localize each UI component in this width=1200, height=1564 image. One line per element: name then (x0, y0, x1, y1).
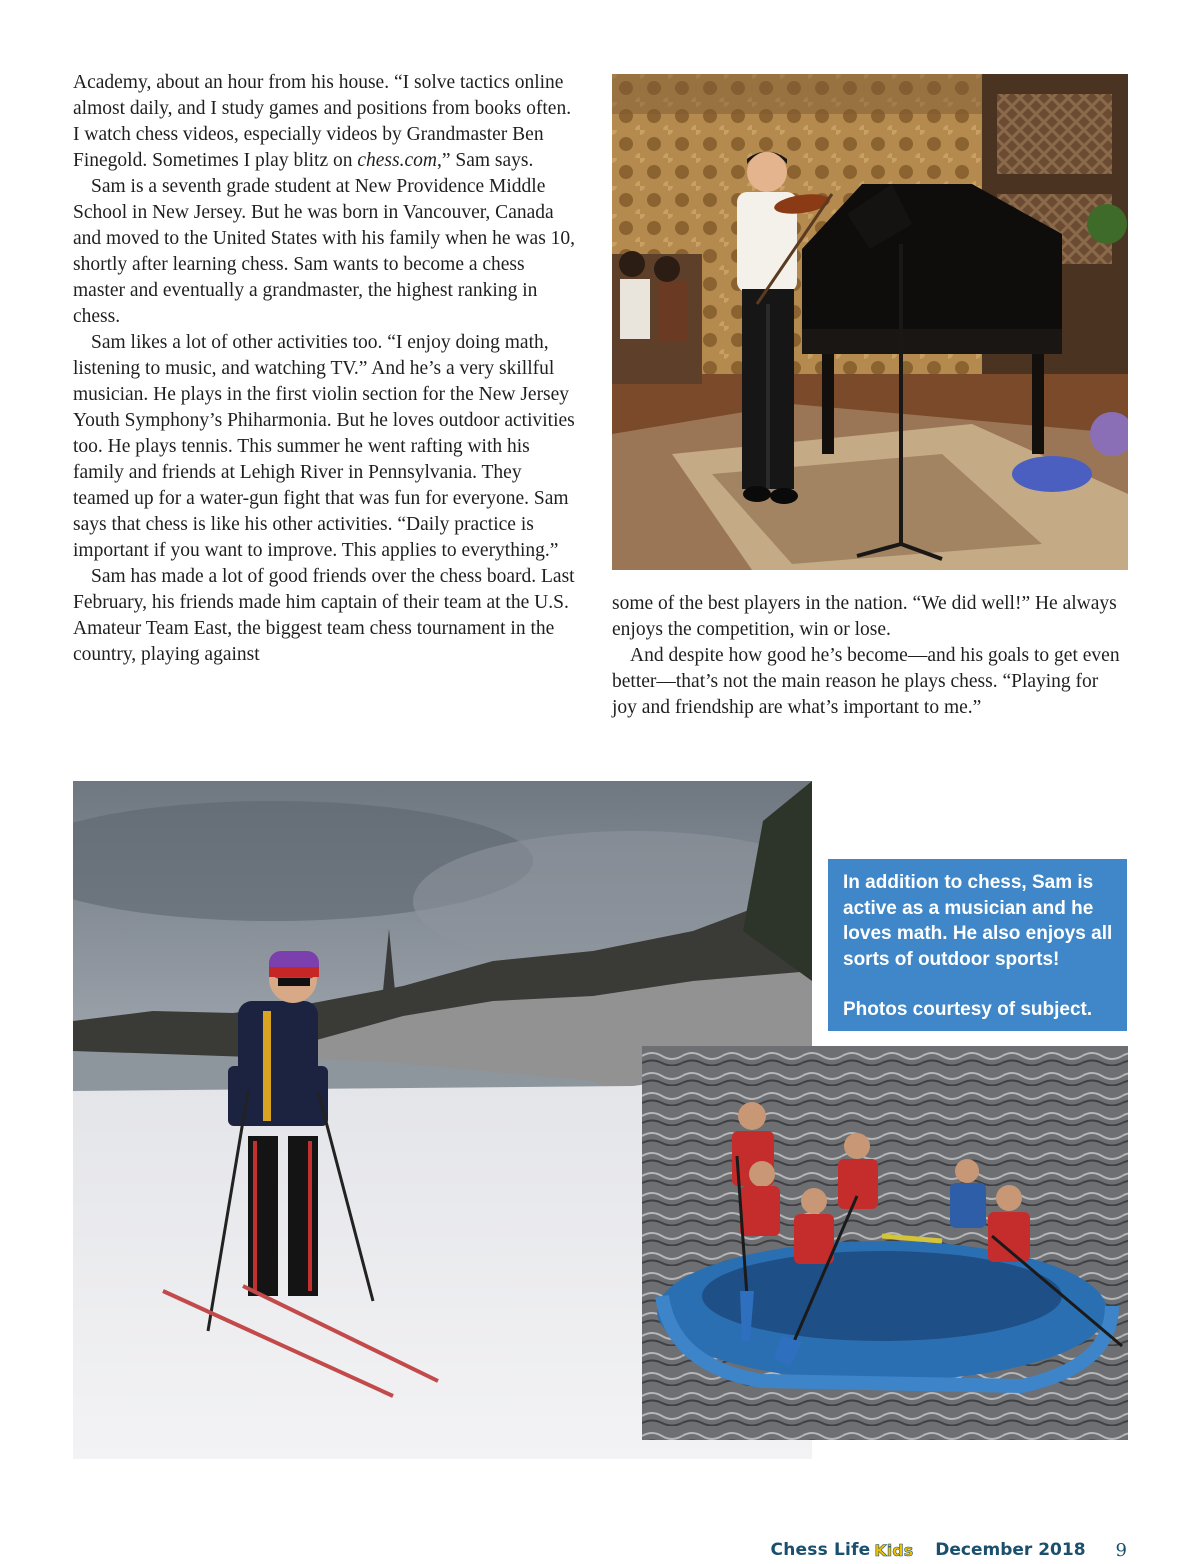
paragraph: And despite how good he’s become—and his goals to get even better—that’s not the main reason he plays chess. “Playing for joy and friendship are what’s important to me.” (612, 645, 1120, 718)
paragraph: Sam has made a lot of good friends over the chess board. Last February, his friends made him captain of their team at the U.S. Amateur Team East, the biggest team chess tournament in the country, playing against (73, 566, 575, 665)
website-name: chess.com (357, 150, 437, 171)
photo-credit: Photos courtesy of subject. (843, 999, 1093, 1020)
page-footer (771, 1536, 1127, 1564)
article-column-left (73, 70, 578, 668)
page-number: 9 (1115, 1539, 1127, 1561)
caption-text: In addition to chess, Sam is active as a musician and he loves math. He also enjoys all sorts of outdoor sports! (843, 872, 1113, 970)
paragraph: Sam likes a lot of other activities too. “I enjoy doing math, listening to music, and watching TV.” And he’s a very skillful musician. He plays in the first violin section for the New Jersey Youth Symphony’s Phiharmonia. But he loves outdoor activities too. He plays tennis. This summer he went rafting with his family and friends at Lehigh River in Pennsylvania. They teamed up for a water-gun fight that was fun for everyone. Sam says that chess is like his other activities. “Daily practice is important if you want to improve. This applies to everything.” (73, 332, 575, 561)
article-column-right (612, 591, 1127, 721)
magazine-name: Chess Life (770, 1540, 871, 1560)
paragraph: Academy, about an hour from his house. “I solve tactics online almost daily, and I study games and positions from books often. I watch chess videos, especially videos by Grandmaster Ben Finegold. Sometimes I play blitz on chess.com,” Sam says. (73, 72, 572, 171)
rafting-photo (642, 1046, 1128, 1440)
paragraph: Sam is a seventh grade student at New Providence Middle School in New Jersey. But he was born in Vancouver, Canada and moved to the United States with his family when he was 10, shortly after learning chess. Sam wants to become a chess master and eventually a grandmaster, the highest ranking in chess. (73, 176, 576, 327)
kids-logo: Kids (874, 1540, 914, 1560)
photo-caption-box (828, 859, 1127, 1031)
paragraph: some of the best players in the nation. “We did well!” He always enjoys the competition, win or lose. (612, 593, 1117, 640)
issue-date: December 2018 (935, 1540, 1086, 1560)
violin-performance-photo (612, 74, 1128, 570)
